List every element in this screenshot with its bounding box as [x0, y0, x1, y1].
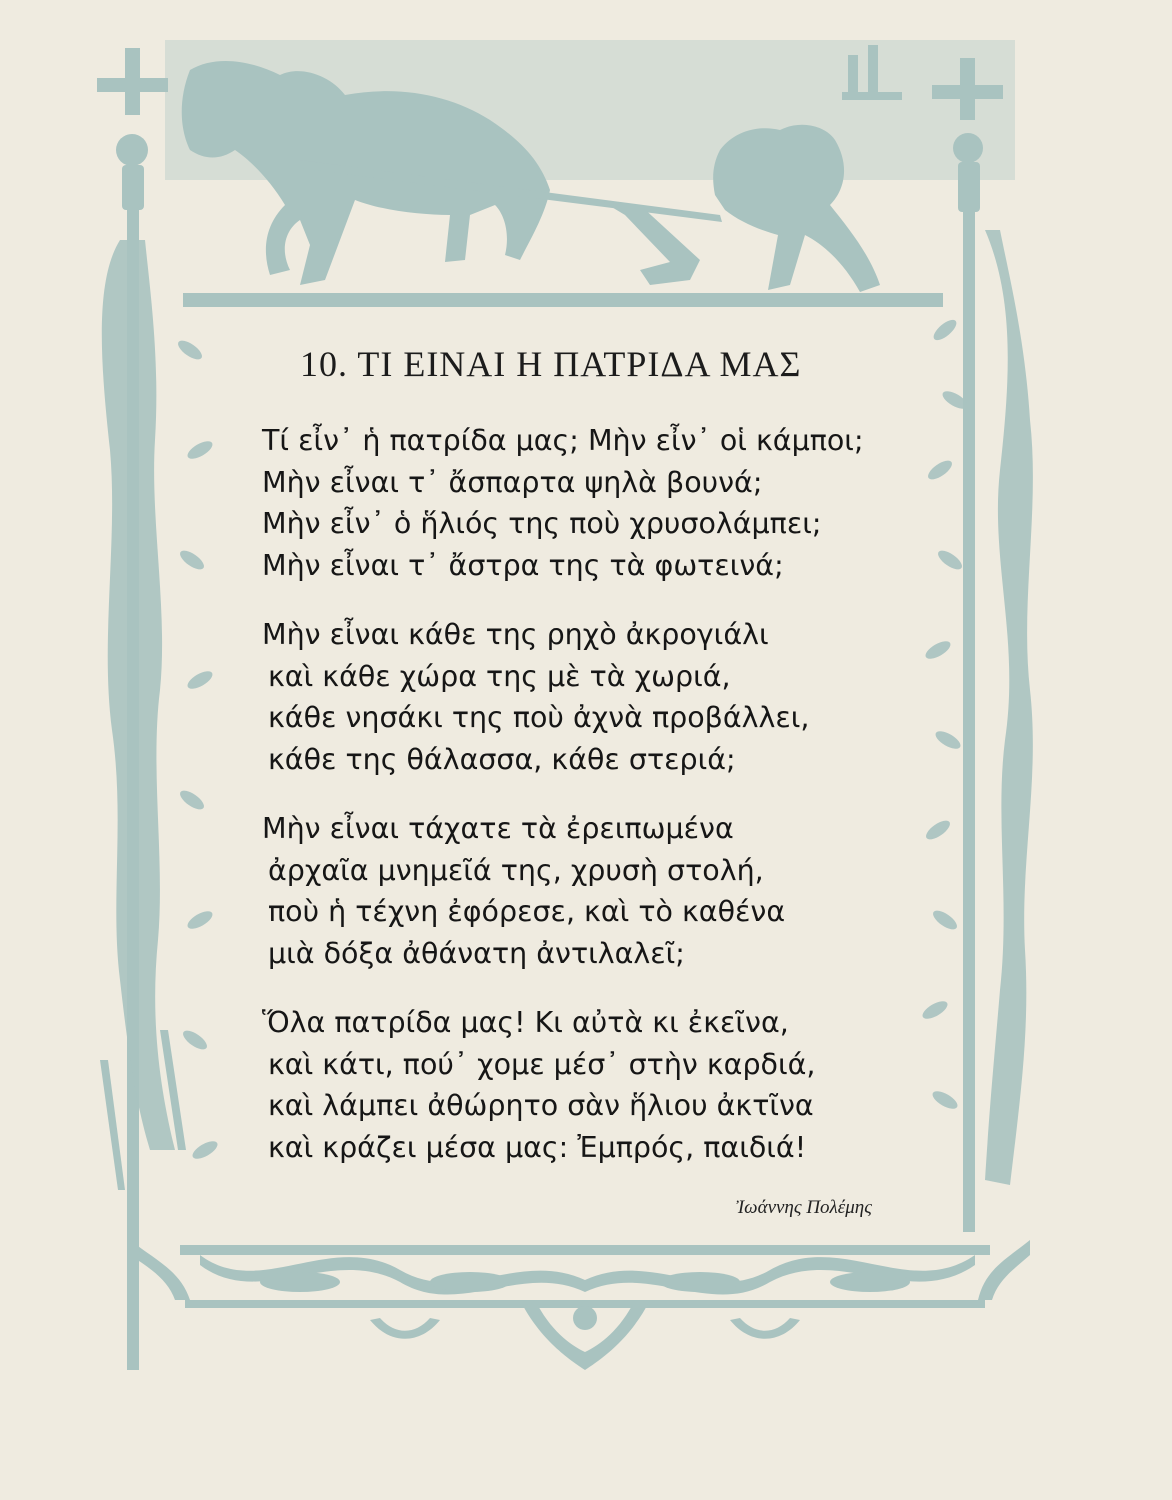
bottom-ornament [130, 1240, 1030, 1370]
poem-title: 10. ΤΙ ΕΙΝΑΙ Η ΠΑΤΡΙΔΑ ΜΑΣ [300, 344, 802, 384]
poem-author: Ἰωάννης Πολέμης [736, 1197, 872, 1218]
poem-line: κάθε νησάκι της ποὺ ἀχνὰ προβάλλει, [268, 701, 810, 734]
poem-line: κάθε της θάλασσα, κάθε στεριά; [268, 742, 736, 776]
right-flag [985, 230, 1033, 1185]
poem-line: Μὴν εἶν᾽ ὁ ἥλιός της ποὺ χρυσολάμπει; [262, 507, 822, 540]
poem-line: Μὴν εἶναι τάχατε τὰ ἐρειπωμένα [262, 812, 734, 845]
poem-line: Μὴν εἶναι κάθε της ρηχὸ ἀκρογιάλι [262, 618, 769, 651]
stanza-2 [262, 614, 902, 780]
poem-line: ποὺ ἡ τέχνη ἐφόρεσε, καὶ τὸ καθένα [268, 895, 786, 928]
poem-line: Τί εἶν᾽ ἡ πατρίδα μας; Μὴν εἶν᾽ οἱ κάμποι; [262, 424, 864, 457]
stanza-3 [262, 808, 902, 974]
poem-line: Ὅλα πατρίδα μας! Κι αὐτὰ κι ἐκεῖνα, [262, 1006, 789, 1039]
left-flag [102, 240, 175, 1150]
stanza-1 [262, 420, 902, 586]
poem-line: καὶ κάθε χώρα της μὲ τὰ χωριά, [268, 659, 731, 693]
poem-line: καὶ λάμπει ἀθώρητο σὰν ἥλιου ἀκτῖνα [268, 1089, 814, 1122]
poem-line: καὶ κράζει μέσα μας: Ἐμπρός, παιδιά! [268, 1130, 807, 1164]
left-laurel [175, 337, 220, 1162]
left-cross [97, 48, 168, 115]
stanza-4 [262, 1002, 902, 1168]
poem-line: Μὴν εἶναι τ᾽ ἄσπαρτα ψηλὰ βουνά; [262, 465, 763, 499]
poem-line: μιὰ δόξα ἀθάνατη ἀντιλαλεῖ; [268, 936, 685, 970]
poem-body [262, 420, 902, 1196]
right-laurel [920, 316, 970, 1112]
poem-line: Μὴν εἶναι τ᾽ ἄστρα της τὰ φωτεινά; [262, 548, 784, 582]
poem-line: καὶ κάτι, πού᾽ χομε μέσ᾽ στὴν καρδιά, [268, 1047, 816, 1081]
poem-line: ἀρχαῖα μνημεῖά της, χρυσὴ στολή, [268, 853, 764, 887]
